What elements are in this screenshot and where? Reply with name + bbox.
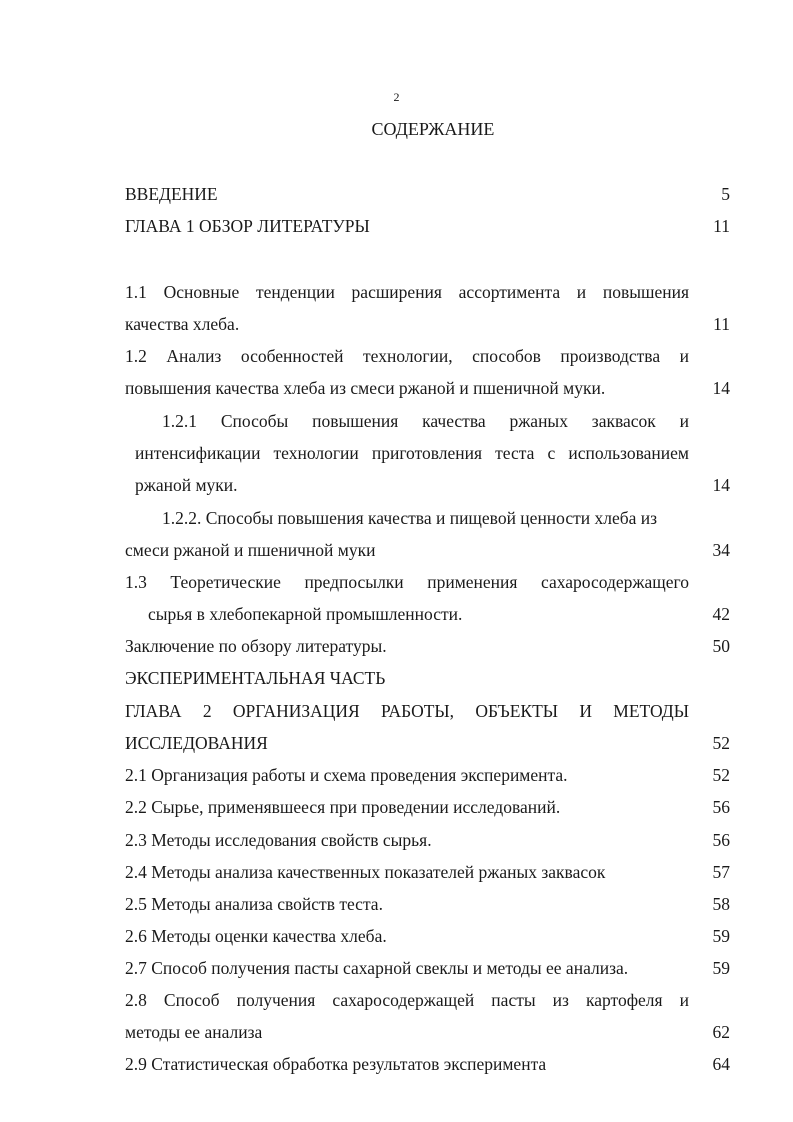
toc-entry-2-6: 2.6 Методы оценки качества хлеба. (125, 926, 387, 946)
toc-page-2-7: 59 (712, 958, 730, 978)
toc-page-2-9: 64 (712, 1054, 730, 1074)
toc-page-2-2: 56 (712, 797, 730, 817)
toc-page-1-2: 14 (712, 378, 730, 398)
toc-entry-2-2: 2.2 Сырье, применявшееся при проведении исследований. (125, 797, 561, 817)
toc-entry-2-8-line2: методы ее анализа (125, 1022, 263, 1042)
toc-page-conclusion: 50 (712, 636, 730, 656)
toc-entry-2-8-line1: 2.8 Способ получения сахаросодержащей пасты из картофеля и (125, 990, 689, 1010)
toc-entry-1-2-1-line1: 1.2.1 Способы повышения качества ржаных заквасок и (162, 411, 689, 431)
toc-page-1-2-1: 14 (712, 475, 730, 495)
toc-entry-1-3-line2: сырья в хлебопекарной промышленности. (148, 604, 463, 624)
toc-page-2-6: 59 (712, 926, 730, 946)
toc-page-2-1: 52 (712, 765, 730, 785)
toc-page-1-2-2: 34 (712, 540, 730, 560)
toc-page-chapter-1: 11 (713, 216, 730, 236)
toc-entry-2-5: 2.5 Методы анализа свойств теста. (125, 894, 383, 914)
page-title: СОДЕРЖАНИЕ (371, 119, 495, 139)
toc-entry-1-2-1-line2: интенсификации технологии приготовления теста с использованием (135, 443, 689, 463)
toc-page-2-3: 56 (712, 830, 730, 850)
toc-entry-conclusion: Заключение по обзору литературы. (125, 636, 387, 656)
toc-entry-1-2-line1: 1.2 Анализ особенностей технологии, способов производства и (125, 346, 689, 366)
toc-entry-2-3: 2.3 Методы исследования свойств сырья. (125, 830, 432, 850)
toc-entry-1-3-line1: 1.3 Теоретические предпосылки применения сахаросодержащего (125, 572, 689, 592)
toc-entry-1-2-1-line3: ржаной муки. (135, 475, 238, 495)
toc-entry-1-1-line2: качества хлеба. (125, 314, 240, 334)
toc-page-introduction: 5 (721, 184, 730, 204)
toc-page-1-3: 42 (712, 604, 730, 624)
toc-page-2-5: 58 (712, 894, 730, 914)
toc-entry-2-7: 2.7 Способ получения пасты сахарной свеклы и методы ее анализа. (125, 958, 629, 978)
toc-page-2-8: 62 (712, 1022, 730, 1042)
toc-entry-2-1: 2.1 Организация работы и схема проведения эксперимента. (125, 765, 568, 785)
page-number: 2 (393, 90, 400, 104)
toc-entry-1-2-line2: повышения качества хлеба из смеси ржаной и пшеничной муки. (125, 378, 606, 398)
toc-entry-1-2-2-line2: смеси ржаной и пшеничной муки (125, 540, 376, 560)
toc-page-1-1: 11 (713, 314, 730, 334)
toc-entry-1-2-2-line1: 1.2.2. Способы повышения качества и пищевой ценности хлеба из (162, 508, 658, 528)
toc-entry-chapter-2-line2: ИССЛЕДОВАНИЯ (125, 733, 268, 753)
toc-page-chapter-2: 52 (712, 733, 730, 753)
toc-entry-introduction: ВВЕДЕНИЕ (125, 184, 218, 204)
toc-entry-2-9: 2.9 Статистическая обработка результатов эксперимента (125, 1054, 547, 1074)
toc-entry-chapter-1: ГЛАВА 1 ОБЗОР ЛИТЕРАТУРЫ (125, 216, 370, 236)
toc-entry-chapter-2-line1: ГЛАВА 2 ОРГАНИЗАЦИЯ РАБОТЫ, ОБЪЕКТЫ И МЕТОДЫ (125, 701, 689, 721)
toc-page-2-4: 57 (712, 862, 730, 882)
toc-entry-2-4: 2.4 Методы анализа качественных показателей ржаных заквасок (125, 862, 606, 882)
toc-entry-experimental-part: ЭКСПЕРИМЕНТАЛЬНАЯ ЧАСТЬ (125, 668, 386, 688)
toc-entry-1-1-line1: 1.1 Основные тенденции расширения ассортимента и повышения (125, 282, 689, 302)
